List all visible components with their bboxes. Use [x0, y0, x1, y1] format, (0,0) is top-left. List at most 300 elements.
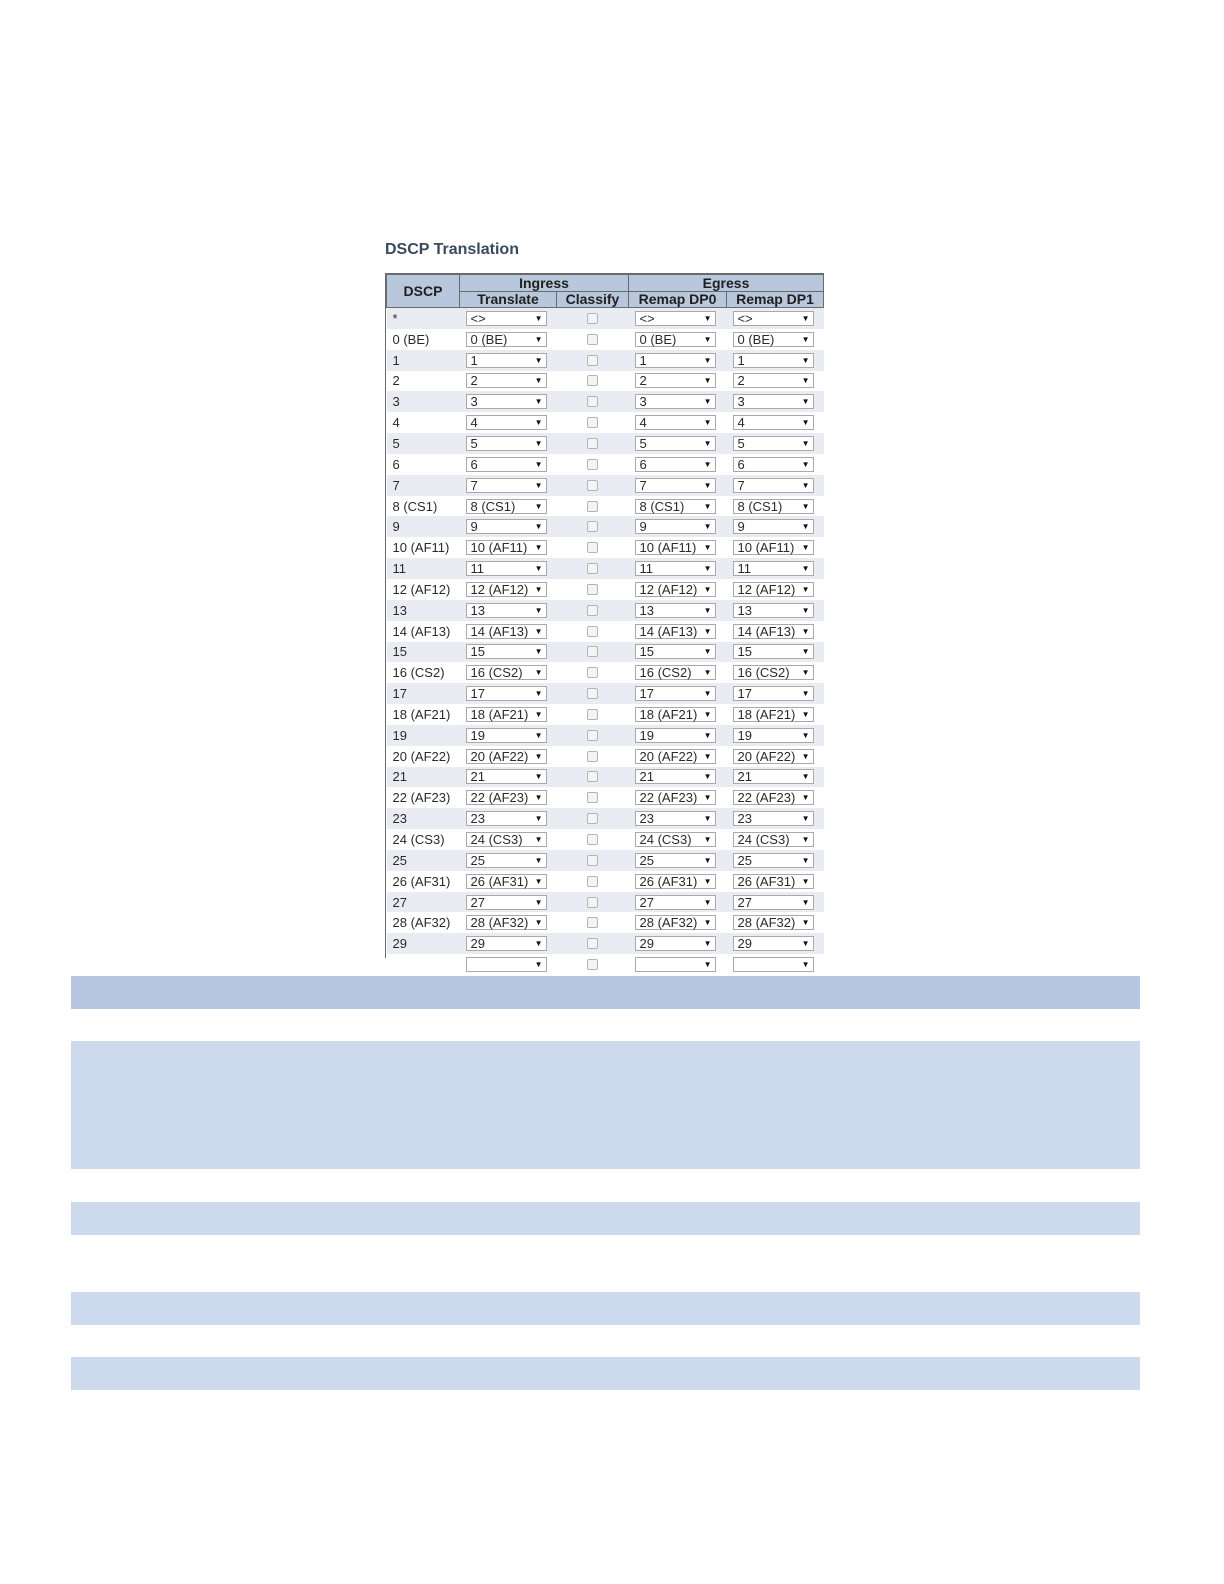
classify-cell: [557, 746, 629, 767]
classify-checkbox[interactable]: [587, 709, 598, 720]
dropdown-arrow-icon[interactable]: ▼: [534, 647, 543, 657]
remap-dp1-cell: [727, 662, 824, 683]
remap-dp0-select[interactable]: [635, 332, 716, 347]
dropdown-arrow-icon[interactable]: ▼: [801, 605, 810, 615]
dropdown-arrow-icon[interactable]: ▼: [534, 355, 543, 365]
translate-select[interactable]: [466, 728, 547, 743]
dropdown-arrow-icon[interactable]: ▼: [801, 855, 810, 865]
classify-cell: [557, 433, 629, 454]
remap-dp0-value: 14 (AF13): [639, 623, 698, 639]
translate-value: 1: [470, 352, 478, 368]
table-row: [387, 329, 824, 350]
remap-dp0-select[interactable]: [635, 624, 716, 639]
dropdown-arrow-icon[interactable]: ▼: [801, 313, 810, 323]
dropdown-arrow-icon[interactable]: ▼: [703, 376, 712, 386]
remap-dp0-cell: [629, 808, 727, 829]
classify-checkbox[interactable]: [587, 375, 598, 386]
translate-value: 9: [470, 519, 478, 535]
dropdown-arrow-icon[interactable]: ▼: [703, 814, 712, 824]
classify-checkbox[interactable]: [587, 959, 598, 970]
dropdown-arrow-icon[interactable]: ▼: [801, 397, 810, 407]
remap-dp1-select[interactable]: [733, 394, 814, 409]
classify-cell: [557, 850, 629, 871]
translate-cell: [460, 871, 557, 892]
classify-checkbox[interactable]: [587, 396, 598, 407]
dropdown-arrow-icon[interactable]: ▼: [801, 543, 810, 553]
classify-cell: [557, 892, 629, 913]
remap-dp0-select[interactable]: [635, 874, 716, 889]
dropdown-arrow-icon[interactable]: ▼: [703, 418, 712, 428]
translate-select[interactable]: [466, 686, 547, 701]
dropdown-arrow-icon[interactable]: ▼: [703, 480, 712, 490]
remap-dp0-value: 19: [639, 727, 654, 743]
dropdown-arrow-icon[interactable]: ▼: [534, 709, 543, 719]
dropdown-arrow-icon[interactable]: ▼: [801, 376, 810, 386]
remap-dp0-select[interactable]: [635, 478, 716, 493]
translate-value: 14 (AF13): [470, 623, 529, 639]
remap-dp1-select[interactable]: [733, 728, 814, 743]
dropdown-arrow-icon[interactable]: ▼: [703, 876, 712, 886]
remap-dp1-cell: [727, 787, 824, 808]
translate-cell: [460, 892, 557, 913]
dropdown-arrow-icon[interactable]: ▼: [703, 522, 712, 532]
dropdown-arrow-icon[interactable]: ▼: [534, 689, 543, 699]
remap-dp1-select[interactable]: [733, 499, 814, 514]
remap-dp0-select[interactable]: [635, 769, 716, 784]
remap-dp1-select[interactable]: [733, 644, 814, 659]
dropdown-arrow-icon[interactable]: ▼: [534, 960, 543, 970]
remap-dp0-value: 25: [639, 852, 654, 868]
dropdown-arrow-icon[interactable]: ▼: [801, 438, 810, 448]
remap-dp1-select[interactable]: [733, 686, 814, 701]
classify-checkbox[interactable]: [587, 480, 598, 491]
dropdown-arrow-icon[interactable]: ▼: [703, 397, 712, 407]
classify-cell: [557, 621, 629, 642]
dropdown-arrow-icon[interactable]: ▼: [534, 605, 543, 615]
translate-value: 6: [470, 456, 478, 472]
dropdown-arrow-icon[interactable]: ▼: [801, 334, 810, 344]
dscp-label: 1: [387, 350, 460, 371]
remap-dp0-select[interactable]: [635, 790, 716, 805]
remap-dp0-select[interactable]: [635, 936, 716, 951]
remap-dp0-select[interactable]: [635, 394, 716, 409]
remap-dp1-select[interactable]: [733, 603, 814, 618]
classify-checkbox[interactable]: [587, 897, 598, 908]
remap-dp1-select[interactable]: [733, 311, 814, 326]
translate-select[interactable]: [466, 353, 547, 368]
dropdown-arrow-icon[interactable]: ▼: [534, 626, 543, 636]
dropdown-arrow-icon[interactable]: ▼: [534, 564, 543, 574]
dropdown-arrow-icon[interactable]: ▼: [534, 334, 543, 344]
dropdown-arrow-icon[interactable]: ▼: [703, 939, 712, 949]
dropdown-arrow-icon[interactable]: ▼: [534, 835, 543, 845]
table-row: [387, 391, 824, 412]
remap-dp1-select[interactable]: [733, 373, 814, 388]
classify-checkbox[interactable]: [587, 417, 598, 428]
remap-dp0-select[interactable]: [635, 853, 716, 868]
remap-dp0-value: 5: [639, 435, 647, 451]
dropdown-arrow-icon[interactable]: ▼: [534, 751, 543, 761]
classify-cell: [557, 829, 629, 850]
dropdown-arrow-icon[interactable]: ▼: [801, 355, 810, 365]
remap-dp1-cell: [727, 767, 824, 788]
translate-select[interactable]: [466, 603, 547, 618]
table-row: [387, 829, 824, 850]
dropdown-arrow-icon[interactable]: ▼: [703, 730, 712, 740]
remap-dp1-select[interactable]: [733, 811, 814, 826]
remap-dp0-select[interactable]: [635, 915, 716, 930]
translate-value: 3: [470, 394, 478, 410]
dropdown-arrow-icon[interactable]: ▼: [703, 918, 712, 928]
remap-dp1-select[interactable]: [733, 561, 814, 576]
classify-checkbox[interactable]: [587, 563, 598, 574]
classify-checkbox[interactable]: [587, 938, 598, 949]
dropdown-arrow-icon[interactable]: ▼: [703, 960, 712, 970]
translate-select[interactable]: [466, 624, 547, 639]
translate-select[interactable]: [466, 394, 547, 409]
remap-dp0-select[interactable]: [635, 519, 716, 534]
remap-dp1-select[interactable]: [733, 353, 814, 368]
translate-select[interactable]: [466, 561, 547, 576]
translate-select[interactable]: [466, 957, 547, 972]
dropdown-arrow-icon[interactable]: ▼: [534, 584, 543, 594]
dropdown-arrow-icon[interactable]: ▼: [534, 501, 543, 511]
remap-dp0-select[interactable]: [635, 603, 716, 618]
remap-dp0-select[interactable]: [635, 644, 716, 659]
remap-dp0-select[interactable]: [635, 311, 716, 326]
dropdown-arrow-icon[interactable]: ▼: [801, 939, 810, 949]
remap-dp0-cell: [629, 912, 727, 933]
remap-dp0-cell: [629, 579, 727, 600]
remap-dp0-cell: [629, 621, 727, 642]
dropdown-arrow-icon[interactable]: ▼: [801, 584, 810, 594]
dscp-label: 19: [387, 725, 460, 746]
table-row: [387, 704, 824, 725]
classify-checkbox[interactable]: [587, 834, 598, 845]
dropdown-arrow-icon[interactable]: ▼: [703, 897, 712, 907]
dropdown-arrow-icon[interactable]: ▼: [703, 584, 712, 594]
dropdown-arrow-icon[interactable]: ▼: [801, 709, 810, 719]
remap-dp1-cell: [727, 371, 824, 392]
remap-dp1-select[interactable]: [733, 853, 814, 868]
classify-checkbox[interactable]: [587, 459, 598, 470]
header-egress: Egress: [629, 275, 824, 292]
dropdown-arrow-icon[interactable]: ▼: [801, 459, 810, 469]
remap-dp1-select[interactable]: [733, 936, 814, 951]
classify-checkbox[interactable]: [587, 584, 598, 595]
dropdown-arrow-icon[interactable]: ▼: [703, 334, 712, 344]
dscp-label: *: [387, 308, 460, 329]
dropdown-arrow-icon[interactable]: ▼: [534, 793, 543, 803]
remap-dp1-select[interactable]: [733, 957, 814, 972]
remap-dp0-value: 26 (AF31): [639, 873, 698, 889]
dropdown-arrow-icon[interactable]: ▼: [703, 459, 712, 469]
dropdown-arrow-icon[interactable]: ▼: [801, 751, 810, 761]
translate-select[interactable]: [466, 769, 547, 784]
classify-checkbox[interactable]: [587, 501, 598, 512]
remap-dp0-value: 8 (CS1): [639, 498, 685, 514]
remap-dp0-cell: [629, 892, 727, 913]
remap-dp0-select[interactable]: [635, 832, 716, 847]
dropdown-arrow-icon[interactable]: ▼: [534, 772, 543, 782]
dropdown-arrow-icon[interactable]: ▼: [801, 480, 810, 490]
remap-dp0-select[interactable]: [635, 436, 716, 451]
dropdown-arrow-icon[interactable]: ▼: [534, 939, 543, 949]
dropdown-arrow-icon[interactable]: ▼: [801, 564, 810, 574]
classify-checkbox[interactable]: [587, 751, 598, 762]
translate-cell: [460, 412, 557, 433]
remap-dp0-cell: [629, 516, 727, 537]
dscp-label: 24 (CS3): [387, 829, 460, 850]
dropdown-arrow-icon[interactable]: ▼: [703, 751, 712, 761]
remap-dp1-select[interactable]: [733, 707, 814, 722]
remap-dp0-select[interactable]: [635, 353, 716, 368]
dropdown-arrow-icon[interactable]: ▼: [801, 772, 810, 782]
dropdown-arrow-icon[interactable]: ▼: [801, 647, 810, 657]
table-row: [387, 850, 824, 871]
translate-select[interactable]: [466, 478, 547, 493]
remap-dp0-select[interactable]: [635, 728, 716, 743]
dscp-label: 7: [387, 475, 460, 496]
remap-dp1-select[interactable]: [733, 769, 814, 784]
dropdown-arrow-icon[interactable]: ▼: [534, 438, 543, 448]
remap-dp0-select[interactable]: [635, 457, 716, 472]
dscp-label: 21: [387, 767, 460, 788]
translate-select[interactable]: [466, 790, 547, 805]
translate-cell: [460, 662, 557, 683]
dropdown-arrow-icon[interactable]: ▼: [703, 647, 712, 657]
remap-dp1-select[interactable]: [733, 540, 814, 555]
dropdown-arrow-icon[interactable]: ▼: [801, 960, 810, 970]
translate-value: 27: [470, 894, 485, 910]
translate-select[interactable]: [466, 499, 547, 514]
remap-dp1-select[interactable]: [733, 665, 814, 680]
translate-select[interactable]: [466, 665, 547, 680]
classify-cell: [557, 516, 629, 537]
classify-checkbox[interactable]: [587, 521, 598, 532]
dropdown-arrow-icon[interactable]: ▼: [801, 689, 810, 699]
dropdown-arrow-icon[interactable]: ▼: [703, 689, 712, 699]
remap-dp0-select[interactable]: [635, 957, 716, 972]
translate-value: 25: [470, 852, 485, 868]
classify-checkbox[interactable]: [587, 688, 598, 699]
translate-select[interactable]: [466, 644, 547, 659]
classify-checkbox[interactable]: [587, 542, 598, 553]
remap-dp1-select[interactable]: [733, 874, 814, 889]
remap-dp0-select[interactable]: [635, 707, 716, 722]
background-band: [71, 976, 1140, 1009]
dropdown-arrow-icon[interactable]: ▼: [703, 543, 712, 553]
dropdown-arrow-icon[interactable]: ▼: [801, 626, 810, 636]
remap-dp0-select[interactable]: [635, 811, 716, 826]
dropdown-arrow-icon[interactable]: ▼: [801, 876, 810, 886]
table-row: [387, 683, 824, 704]
translate-select[interactable]: [466, 457, 547, 472]
remap-dp1-value: 12 (AF12): [737, 581, 796, 597]
remap-dp0-select[interactable]: [635, 582, 716, 597]
dropdown-arrow-icon[interactable]: ▼: [534, 459, 543, 469]
classify-checkbox[interactable]: [587, 771, 598, 782]
remap-dp0-cell: [629, 433, 727, 454]
dropdown-arrow-icon[interactable]: ▼: [801, 730, 810, 740]
remap-dp0-value: 21: [639, 769, 654, 785]
translate-select[interactable]: [466, 373, 547, 388]
remap-dp1-select[interactable]: [733, 895, 814, 910]
classify-checkbox[interactable]: [587, 646, 598, 657]
remap-dp1-select[interactable]: [733, 478, 814, 493]
dropdown-arrow-icon[interactable]: ▼: [534, 730, 543, 740]
dropdown-arrow-icon[interactable]: ▼: [534, 668, 543, 678]
remap-dp1-cell: [727, 558, 824, 579]
classify-checkbox[interactable]: [587, 730, 598, 741]
translate-select[interactable]: [466, 832, 547, 847]
dropdown-arrow-icon[interactable]: ▼: [801, 668, 810, 678]
remap-dp0-select[interactable]: [635, 373, 716, 388]
remap-dp0-select[interactable]: [635, 415, 716, 430]
remap-dp1-value: 2: [737, 373, 745, 389]
dropdown-arrow-icon[interactable]: ▼: [801, 814, 810, 824]
translate-select[interactable]: [466, 582, 547, 597]
table-row: [387, 912, 824, 933]
dropdown-arrow-icon[interactable]: ▼: [801, 835, 810, 845]
classify-checkbox[interactable]: [587, 876, 598, 887]
dropdown-arrow-icon[interactable]: ▼: [801, 501, 810, 511]
remap-dp0-select[interactable]: [635, 895, 716, 910]
dropdown-arrow-icon[interactable]: ▼: [534, 480, 543, 490]
dropdown-arrow-icon[interactable]: ▼: [801, 793, 810, 803]
translate-select[interactable]: [466, 707, 547, 722]
dropdown-arrow-icon[interactable]: ▼: [703, 564, 712, 574]
dscp-label: 22 (AF23): [387, 787, 460, 808]
remap-dp1-value: 29: [737, 936, 752, 952]
remap-dp1-cell: [727, 579, 824, 600]
remap-dp1-value: 10 (AF11): [737, 540, 795, 556]
translate-value: 18 (AF21): [470, 706, 529, 722]
translate-value: 11: [470, 561, 484, 577]
dropdown-arrow-icon[interactable]: ▼: [801, 897, 810, 907]
dropdown-arrow-icon[interactable]: ▼: [534, 814, 543, 824]
dropdown-arrow-icon[interactable]: ▼: [534, 918, 543, 928]
translate-select[interactable]: [466, 749, 547, 764]
dropdown-arrow-icon[interactable]: ▼: [703, 835, 712, 845]
translate-select[interactable]: [466, 332, 547, 347]
remap-dp1-select[interactable]: [733, 749, 814, 764]
dscp-label: 9: [387, 516, 460, 537]
classify-checkbox[interactable]: [587, 605, 598, 616]
remap-dp0-select[interactable]: [635, 665, 716, 680]
translate-select[interactable]: [466, 415, 547, 430]
dscp-label: 6: [387, 454, 460, 475]
dropdown-arrow-icon[interactable]: ▼: [534, 543, 543, 553]
translate-select[interactable]: [466, 540, 547, 555]
classify-checkbox[interactable]: [587, 438, 598, 449]
dropdown-arrow-icon[interactable]: ▼: [703, 793, 712, 803]
remap-dp1-select[interactable]: [733, 457, 814, 472]
dropdown-arrow-icon[interactable]: ▼: [703, 626, 712, 636]
classify-checkbox[interactable]: [587, 313, 598, 324]
remap-dp1-select[interactable]: [733, 415, 814, 430]
dropdown-arrow-icon[interactable]: ▼: [703, 668, 712, 678]
classify-checkbox[interactable]: [587, 334, 598, 345]
dropdown-arrow-icon[interactable]: ▼: [703, 709, 712, 719]
remap-dp1-select[interactable]: [733, 790, 814, 805]
translate-select[interactable]: [466, 311, 547, 326]
dropdown-arrow-icon[interactable]: ▼: [534, 855, 543, 865]
dropdown-arrow-icon[interactable]: ▼: [801, 418, 810, 428]
remap-dp1-select[interactable]: [733, 332, 814, 347]
classify-cell: [557, 329, 629, 350]
dropdown-arrow-icon[interactable]: ▼: [703, 855, 712, 865]
classify-cell: [557, 683, 629, 704]
classify-cell: [557, 912, 629, 933]
remap-dp0-select[interactable]: [635, 686, 716, 701]
dropdown-arrow-icon[interactable]: ▼: [534, 876, 543, 886]
classify-checkbox[interactable]: [587, 792, 598, 803]
translate-select[interactable]: [466, 895, 547, 910]
remap-dp0-select[interactable]: [635, 561, 716, 576]
dropdown-arrow-icon[interactable]: ▼: [534, 522, 543, 532]
translate-select[interactable]: [466, 811, 547, 826]
classify-checkbox[interactable]: [587, 667, 598, 678]
dropdown-arrow-icon[interactable]: ▼: [534, 897, 543, 907]
dropdown-arrow-icon[interactable]: ▼: [801, 522, 810, 532]
dropdown-arrow-icon[interactable]: ▼: [534, 313, 543, 323]
dropdown-arrow-icon[interactable]: ▼: [534, 376, 543, 386]
dropdown-arrow-icon[interactable]: ▼: [703, 313, 712, 323]
classify-checkbox[interactable]: [587, 917, 598, 928]
dropdown-arrow-icon[interactable]: ▼: [534, 397, 543, 407]
translate-select[interactable]: [466, 436, 547, 451]
remap-dp0-select[interactable]: [635, 749, 716, 764]
remap-dp0-value: 22 (AF23): [639, 790, 698, 806]
classify-checkbox[interactable]: [587, 355, 598, 366]
remap-dp1-select[interactable]: [733, 832, 814, 847]
classify-checkbox[interactable]: [587, 855, 598, 866]
table-row: [387, 746, 824, 767]
classify-checkbox[interactable]: [587, 813, 598, 824]
translate-select[interactable]: [466, 874, 547, 889]
translate-select[interactable]: [466, 853, 547, 868]
translate-select[interactable]: [466, 936, 547, 951]
translate-value: 13: [470, 602, 485, 618]
translate-value: 23: [470, 811, 485, 827]
translate-select[interactable]: [466, 519, 547, 534]
remap-dp0-select[interactable]: [635, 499, 716, 514]
header-remap-dp0: Remap DP0: [629, 292, 727, 308]
remap-dp0-select[interactable]: [635, 540, 716, 555]
classify-cell: [557, 558, 629, 579]
dscp-label: 17: [387, 683, 460, 704]
dropdown-arrow-icon[interactable]: ▼: [703, 605, 712, 615]
remap-dp1-select[interactable]: [733, 519, 814, 534]
dropdown-arrow-icon[interactable]: ▼: [534, 418, 543, 428]
translate-cell: [460, 558, 557, 579]
dropdown-arrow-icon[interactable]: ▼: [703, 355, 712, 365]
remap-dp1-select[interactable]: [733, 915, 814, 930]
remap-dp1-select[interactable]: [733, 624, 814, 639]
remap-dp1-select[interactable]: [733, 582, 814, 597]
dropdown-arrow-icon[interactable]: ▼: [703, 438, 712, 448]
dropdown-arrow-icon[interactable]: ▼: [801, 918, 810, 928]
dscp-label: 28 (AF32): [387, 912, 460, 933]
remap-dp0-cell: [629, 329, 727, 350]
translate-select[interactable]: [466, 915, 547, 930]
remap-dp1-select[interactable]: [733, 436, 814, 451]
classify-checkbox[interactable]: [587, 626, 598, 637]
dropdown-arrow-icon[interactable]: ▼: [703, 501, 712, 511]
dropdown-arrow-icon[interactable]: ▼: [703, 772, 712, 782]
remap-dp1-value: 13: [737, 602, 752, 618]
